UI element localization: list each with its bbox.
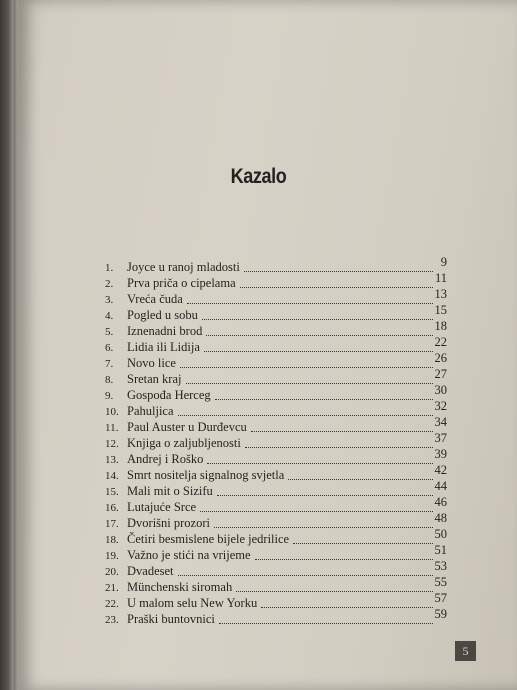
toc-entry: [105, 527, 447, 547]
entry-title: Sretan kraj: [127, 372, 182, 386]
entry-title: Važno je stići na vrijeme: [127, 548, 251, 562]
entry-page: 34: [434, 415, 447, 429]
entry-number: 16.: [105, 502, 119, 514]
toc-entry: [105, 335, 447, 355]
entry-number: 5.: [105, 326, 114, 338]
toc-entry: [105, 543, 447, 563]
toc-entry: [105, 463, 447, 483]
entry-title: Gospođa Herceg: [127, 388, 211, 402]
entry-page: 15: [434, 303, 447, 317]
toc-entry: [105, 303, 447, 323]
leader-dots: [187, 303, 433, 304]
entry-title: Praški buntovnici: [127, 612, 215, 626]
entry-page: 26: [434, 351, 447, 365]
leader-dots: [204, 351, 433, 352]
entry-page: 57: [434, 591, 447, 605]
entry-title: Knjiga o zaljubljenosti: [127, 436, 241, 450]
entry-title: Prva priča o cipelama: [127, 276, 236, 290]
entry-title: Andrej i Roško: [127, 452, 204, 466]
entry-page: 32: [434, 399, 447, 413]
entry-title: Iznenadni brod: [127, 324, 203, 338]
leader-dots: [214, 527, 433, 528]
toc-entry: [105, 383, 447, 403]
entry-title: Paul Auster u Durđevcu: [127, 420, 247, 434]
entry-page: 53: [434, 559, 447, 573]
entry-number: 2.: [105, 278, 114, 290]
entry-page: 42: [434, 463, 447, 477]
table-of-contents: [105, 255, 447, 627]
toc-entry: [105, 431, 447, 451]
leader-dots: [245, 447, 433, 448]
leader-dots: [288, 479, 432, 480]
entry-title: Lidia ili Lidija: [127, 340, 200, 354]
toc-entry: [105, 351, 447, 371]
entry-title: Pahuljica: [127, 404, 174, 418]
page-number-badge: 5: [455, 641, 476, 661]
leader-dots: [251, 431, 433, 432]
entry-number: 7.: [105, 358, 114, 370]
entry-page: 11: [434, 271, 447, 285]
entry-page: 48: [434, 511, 447, 525]
leader-dots: [178, 575, 433, 576]
entry-title: Novo lice: [127, 356, 176, 370]
toc-entry: [105, 591, 447, 611]
leader-dots: [202, 319, 433, 320]
entry-page: 18: [434, 319, 447, 333]
entry-page: 9: [440, 255, 447, 269]
entry-number: 13.: [105, 454, 119, 466]
toc-entry: [105, 415, 447, 435]
toc-entry: [105, 287, 447, 307]
entry-title: Vreća čuda: [127, 292, 183, 306]
entry-page: 59: [434, 607, 447, 621]
toc-entry: [105, 575, 447, 595]
entry-number: 19.: [105, 550, 119, 562]
leader-dots: [215, 399, 433, 400]
toc-entry: [105, 255, 447, 275]
entry-number: 3.: [105, 294, 114, 306]
leader-dots: [207, 463, 432, 464]
toc-entry: [105, 607, 447, 627]
entry-title: Smrt nositelja signalnog svjetla: [127, 468, 285, 482]
entry-title: Joyce u ranoj mladosti: [127, 260, 240, 274]
leader-dots: [244, 271, 433, 272]
entry-number: 9.: [105, 390, 114, 402]
entry-page: 30: [434, 383, 447, 397]
toc-entry: [105, 367, 447, 387]
leader-dots: [180, 367, 433, 368]
entry-number: 11.: [105, 422, 119, 434]
entry-page: 55: [434, 575, 447, 589]
entry-title: U malom selu New Yorku: [127, 596, 258, 610]
entry-title: Četiri besmislene bijele jedrilice: [127, 532, 290, 546]
leader-dots: [293, 543, 432, 544]
entry-number: 22.: [105, 598, 119, 610]
entry-page: 51: [434, 543, 447, 557]
toc-entry: [105, 511, 447, 531]
leader-dots: [219, 623, 433, 624]
toc-entry: [105, 479, 447, 499]
leader-dots: [236, 591, 432, 592]
entry-page: 46: [434, 495, 447, 509]
entry-page: 37: [434, 431, 447, 445]
entry-number: 14.: [105, 470, 119, 482]
entry-page: 27: [434, 367, 447, 381]
toc-entry: [105, 271, 447, 291]
entry-number: 10.: [105, 406, 119, 418]
entry-title: Dvadeset: [127, 564, 174, 578]
leader-dots: [178, 415, 433, 416]
entry-title: Mali mit o Sizifu: [127, 484, 213, 498]
toc-entry: [105, 495, 447, 515]
leader-dots: [261, 607, 432, 608]
entry-number: 20.: [105, 566, 119, 578]
leader-dots: [186, 383, 433, 384]
entry-title: Lutajuće Srce: [127, 500, 197, 514]
entry-title: Münchenski siromah: [127, 580, 233, 594]
toc-entry: [105, 559, 447, 579]
entry-number: 4.: [105, 310, 114, 322]
page-title: Kazalo: [230, 165, 287, 188]
entry-number: 12.: [105, 438, 119, 450]
entry-title: Pogled u sobu: [127, 308, 198, 322]
entry-number: 21.: [105, 582, 119, 594]
entry-page: 13: [434, 287, 447, 301]
entry-title: Dvorišni prozori: [127, 516, 210, 530]
entry-number: 6.: [105, 342, 114, 354]
entry-page: 22: [434, 335, 447, 349]
leader-dots: [206, 335, 432, 336]
leader-dots: [217, 495, 433, 496]
toc-entry: [105, 447, 447, 467]
entry-number: 23.: [105, 614, 119, 626]
entry-number: 1.: [105, 262, 114, 274]
toc-entry: [105, 319, 447, 339]
entry-page: 39: [434, 447, 447, 461]
toc-entry: [105, 399, 447, 419]
leader-dots: [240, 287, 433, 288]
entry-number: 17.: [105, 518, 119, 530]
entry-page: 44: [434, 479, 447, 493]
leader-dots: [200, 511, 432, 512]
leader-dots: [255, 559, 433, 560]
entry-number: 18.: [105, 534, 119, 546]
entry-number: 8.: [105, 374, 114, 386]
entry-page: 50: [434, 527, 447, 541]
entry-number: 15.: [105, 486, 119, 498]
